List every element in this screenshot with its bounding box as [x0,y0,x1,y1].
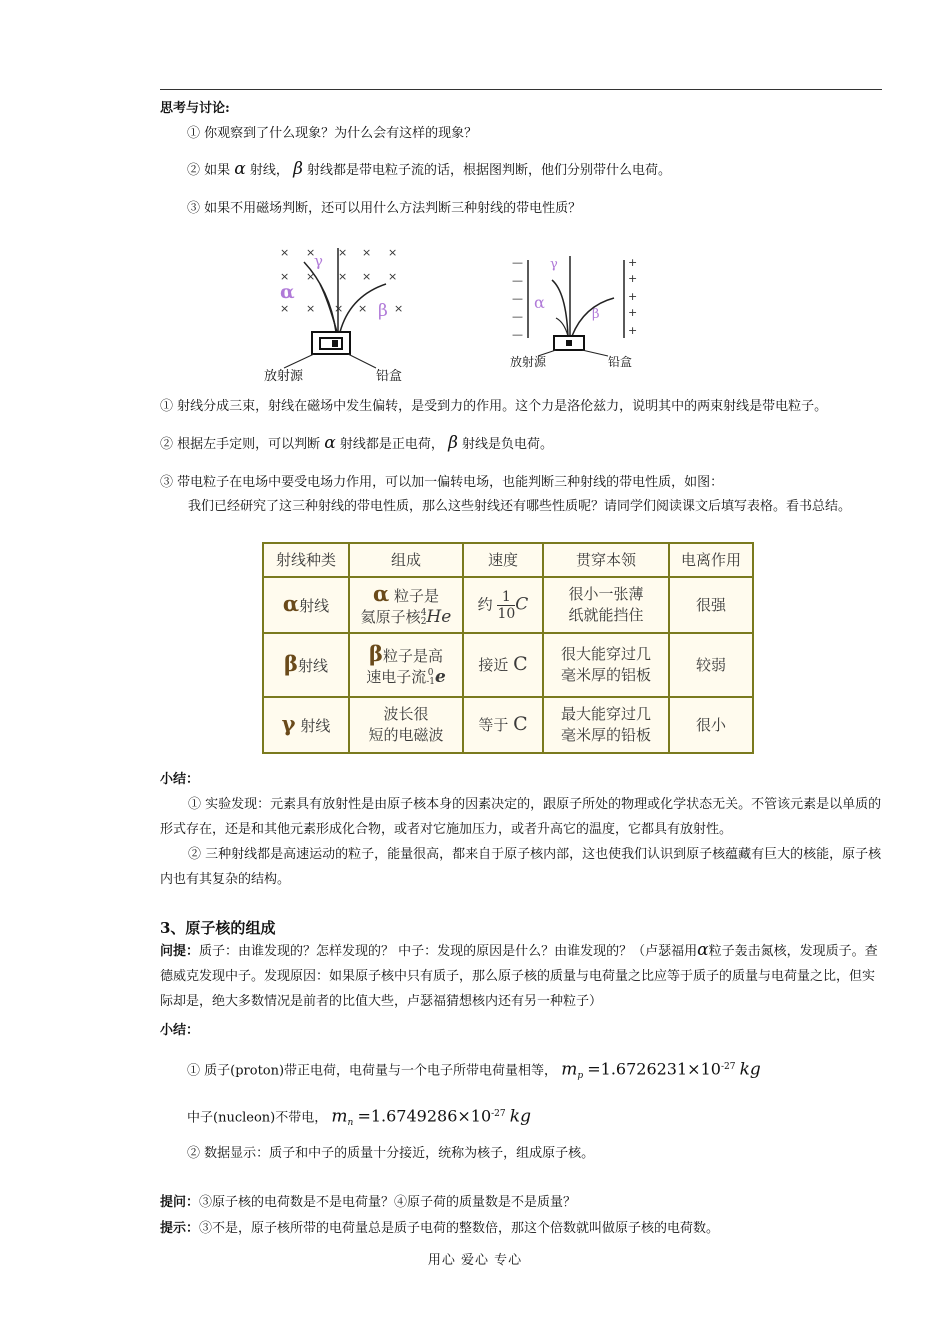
svg-text:—: — [512,274,523,287]
question-1: ① 你观察到了什么现象？为什么会有这样的现象？ [187,126,478,141]
speed-cell: 约 $\frac{1}{10}$ C [463,577,543,633]
svg-text:×: × [358,302,368,315]
table-header-row [263,543,753,577]
ask-line: 提问：③原子核的电荷数是不是电荷量？④原子荷的质量数是不是质量？ [160,1195,577,1210]
svg-text:—: — [512,310,523,323]
alpha-symbol: α [234,159,246,179]
electric-field-figure [508,252,648,372]
question-3: ③ 如果不用磁场判断，还可以用什么方法判断三种射线的带电性质？ [187,201,582,216]
svg-text:×: × [280,246,290,259]
composition-cell: 波长很 短的电磁波 [349,697,463,753]
alpha-symbol: α [324,433,336,453]
penetration-cell: 最大能穿过几 毫米厚的铅板 [543,697,669,753]
svg-text:×: × [306,246,316,259]
answer-2: ② 根据左手定则，可以判断 α 射线都是正电荷， β 射线是负电荷。 [160,433,554,453]
svg-text:×: × [362,246,372,259]
ray-type-cell: α射线 [263,577,349,633]
magnetic-field-figure [258,240,418,385]
beta-symbol: β [448,433,458,453]
penetration-cell: 很小一张薄 纸就能挡住 [543,577,669,633]
svg-text:×: × [362,270,372,283]
speed-cell: 接近 C [463,633,543,697]
svg-text:+: + [628,256,638,269]
rays-properties-table [262,542,754,754]
section-question: 问提：质子：由谁发现的？怎样发现的？ 中子：发现的原因是什么？由谁发现的？（卢瑟福用α粒子轰击氮核，发现质子。查德威克发现中子。发现原因：如果原子核中只有质子，那么原子核的质量与电荷量之比应等于质子的质量与电荷量之比，但实际却是，绝大多数情况是前者的比值大些，卢瑟福猜想核内还有另一种粒子） [160,940,878,1009]
alpha-label: α [534,293,545,312]
table-row-beta [263,633,753,697]
section-title: 3、原子核的组成 [160,919,276,937]
svg-text:+: + [628,272,638,285]
hint-line: 提示：③不是，原子核所带的电荷量总是质子电荷的整数倍，那这个倍数就叫做原子核的电荷数。 [160,1221,720,1236]
gamma-label: γ [550,257,558,272]
answer-3: ③ 带电粒子在电场中要受电场力作用，可以加一偏转电场，也能判断三种射线的带电性质，如图： [160,475,724,490]
ray-type-cell: β射线 [263,633,349,697]
discussion-heading: 思考与讨论: [160,101,230,116]
plate-signs [512,256,637,341]
svg-text:×: × [306,270,316,283]
section-summary-heading: 小结： [160,1023,200,1038]
svg-text:×: × [338,246,348,259]
svg-text:×: × [388,270,398,283]
alpha-label: α [280,281,295,303]
data-conclusion: ② 数据显示：质子和中子的质量十分接近，统称为核子，组成原子核。 [187,1146,595,1161]
alpha-symbol: α [697,940,709,960]
ionization-cell: 很强 [669,577,753,633]
proton-line: ① 质子(proton)带正电荷，电荷量与一个电子所带电荷量相等， $m_p =1.6726231\times 10^{-27}$ kg [187,1059,761,1081]
beta-symbol: β [293,159,303,179]
header-cell: 贯穿本领 [543,543,669,577]
header-cell: 射线种类 [263,543,349,577]
summary-point-1: ① 实验发现：元素具有放射性是由原子核本身的因素决定的，跟原子所处的物理或化学状态无关。不管该元素是以单质的形式存在，还是和其他元素形成化合物，或者对它施加压力，或者升高它的温度，它都具有放射性。 [160,797,882,837]
composition-cell: α 粒子是 氦原子核 4 2 He [349,577,463,633]
table-row-gamma [263,697,753,753]
header-rule [160,89,882,90]
box-label: 铅盒 [376,369,403,384]
table-intro: 我们已经研究了这三种射线的带电性质，那么这些射线还有哪些性质呢？请同学们阅读课文后填写表格。看书总结。 [188,499,852,514]
source-label: 放射源 [510,355,547,369]
beta-label: β [592,307,600,322]
svg-text:+: + [628,306,638,319]
svg-text:×: × [338,270,348,283]
svg-text:—: — [512,256,523,269]
ray-type-cell: γ 射线 [263,697,349,753]
beta-label: β [378,301,388,321]
speed-cell: 等于 C [463,697,543,753]
svg-text:×: × [388,246,398,259]
svg-text:—: — [512,292,523,305]
question-2: ② 如果 α 射线， β 射线都是带电粒子流的话，根据图判断，他们分别带什么电荷。 [187,159,672,179]
svg-text:—: — [512,328,523,341]
penetration-cell: 很大能穿过几 毫米厚的铝板 [543,633,669,697]
svg-text:×: × [306,302,316,315]
svg-text:+: + [628,290,638,303]
summary-point-2: ② 三种射线都是高速运动的粒子，能量很高，都来自于原子核内部，这也使我们认识到原子核蕴藏有巨大的核能，原子核内也有其复杂的结构。 [160,847,882,887]
svg-text:×: × [334,302,344,315]
answer-1: ① 射线分成三束，射线在磁场中发生偏转，是受到力的作用。这个力是洛伦兹力，说明其中的两束射线是带电粒子。 [160,399,828,414]
source-label: 放射源 [264,369,304,384]
gamma-label: γ [314,252,323,270]
ionization-cell: 较弱 [669,633,753,697]
header-cell: 组成 [349,543,463,577]
header-cell: 电离作用 [669,543,753,577]
header-cell: 速度 [463,543,543,577]
summary-heading: 小结： [160,772,200,787]
page-footer: 用心 爱心 专心 [427,1253,523,1268]
svg-text:×: × [394,302,404,315]
alpha-ray [552,280,568,336]
svg-text:×: × [280,270,290,283]
composition-cell: β粒子是高 速电子流 0 -1 e [349,633,463,697]
ionization-cell: 很小 [669,697,753,753]
box-label: 铅盒 [608,355,633,369]
table-row-alpha [263,577,753,633]
svg-text:×: × [280,302,290,315]
neutron-line: 中子(nucleon)不带电， $m_n =1.6749286\times 10^{-27}$ kg [187,1106,531,1128]
svg-text:+: + [628,324,638,337]
